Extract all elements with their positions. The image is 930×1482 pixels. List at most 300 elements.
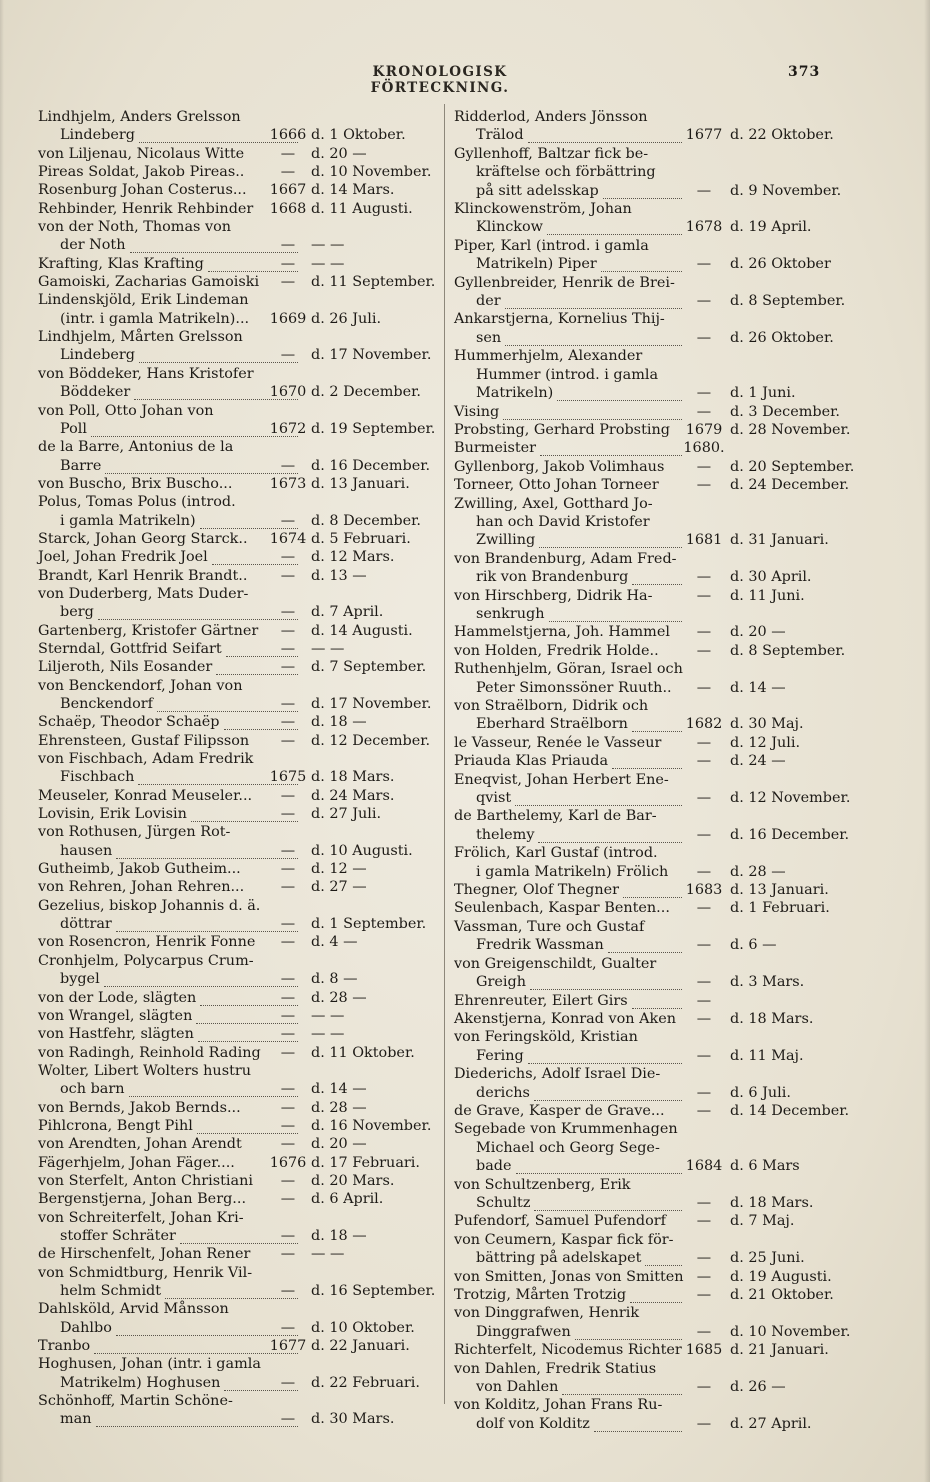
entry-year: —	[280, 1319, 296, 1336]
register-entry	[38, 402, 440, 420]
entry-year: —	[280, 1099, 296, 1116]
entry-date: d. 11 Juni.	[730, 587, 805, 604]
dot-leader	[134, 383, 298, 400]
entry-year: —	[696, 1268, 712, 1285]
register-entry	[454, 1212, 904, 1230]
entry-name: Matrikeln) Piper	[476, 256, 597, 273]
register-entry	[454, 863, 904, 881]
entry-year: —	[280, 659, 296, 676]
entry-name: Wolter, Libert Wolters hustru	[38, 1062, 252, 1079]
entry-date: d. 1 Februari.	[730, 900, 830, 917]
entry-year: —	[696, 863, 712, 880]
entry-year: 1685	[685, 1342, 723, 1359]
entry-name: Lindeberg	[60, 347, 135, 364]
entry-date: d. 19 Augusti.	[730, 1268, 832, 1285]
entry-date: d. 26 Oktober	[730, 256, 831, 273]
dot-leader	[216, 658, 298, 675]
register-entry	[454, 237, 904, 255]
entry-name: Dinggrafwen	[476, 1323, 571, 1340]
register-entry	[38, 493, 440, 511]
entry-name: Zwilling	[476, 532, 536, 549]
dot-leader	[157, 695, 298, 712]
entry-year: —	[280, 861, 296, 878]
register-entry	[454, 605, 904, 623]
entry-name: Brandt, Karl Henrik Brandt..	[38, 567, 248, 584]
register-entry	[454, 274, 904, 292]
entry-name: von Rothusen, Jürgen Rot-	[38, 824, 231, 841]
dot-leader	[612, 752, 682, 769]
entry-year: —	[696, 992, 712, 1009]
entry-name: Lovisin, Erik Lovisin	[38, 806, 187, 823]
entry-date: d. 11 Oktober.	[311, 1044, 415, 1061]
register-entry	[454, 918, 904, 936]
entry-name: kräftelse och förbättring	[476, 164, 656, 181]
entry-year: 1667	[269, 182, 307, 199]
entry-year: —	[280, 640, 296, 657]
entry-name: von Fischbach, Adam Fredrik	[38, 751, 254, 768]
register-entry	[454, 182, 904, 200]
register-entry	[38, 1007, 440, 1025]
entry-date: d. 5 Februari.	[311, 530, 411, 547]
dot-leader	[196, 1007, 298, 1024]
register-entry	[454, 163, 904, 181]
entry-date: d. 22 Oktober.	[730, 127, 834, 144]
dot-leader	[540, 439, 682, 456]
entry-name: Gyllenhoff, Baltzar fick be-	[454, 145, 649, 162]
entry-date: d. 14 December.	[730, 1102, 850, 1119]
register-entry	[38, 181, 440, 199]
dot-leader	[505, 329, 682, 346]
entry-year: —	[696, 385, 712, 402]
entry-year: —	[280, 457, 296, 474]
dot-leader	[603, 182, 682, 199]
entry-year: 1666	[269, 127, 307, 144]
register-entry	[454, 218, 904, 236]
entry-name: Fredrik Wassman	[476, 937, 604, 954]
register-entry	[38, 1080, 440, 1098]
register-entry	[454, 458, 904, 476]
entry-name: Tranbo	[38, 1338, 91, 1355]
register-entry	[454, 126, 904, 144]
entry-year: —	[280, 604, 296, 621]
entry-name: Ruthenhjelm, Göran, Israel och	[454, 661, 683, 678]
register-entry	[38, 805, 440, 823]
entry-date: d. 21 Oktober.	[730, 1287, 834, 1303]
entry-name: qvist	[476, 790, 512, 807]
register-entry	[454, 1102, 904, 1120]
register-entry	[454, 310, 904, 328]
entry-name: Cronhjelm, Polycarpus Crum-	[38, 952, 254, 969]
entry-year: 1672	[269, 420, 307, 437]
page-edge-shadow	[924, 0, 930, 1482]
register-entry	[454, 715, 904, 733]
entry-name: bättring på adelskapet	[476, 1250, 642, 1267]
entry-date: d. 18 Mars.	[730, 1010, 814, 1027]
entry-date: d. 11 September.	[311, 274, 436, 291]
entry-date: d. 10 November.	[730, 1323, 851, 1340]
register-entry	[454, 881, 904, 899]
register-entry	[454, 660, 904, 678]
entry-date: d. 13 Januari.	[311, 475, 410, 492]
entry-year: —	[696, 1047, 712, 1064]
entry-name: von Holden, Fredrik Holde..	[454, 642, 659, 659]
register-entry	[38, 585, 440, 603]
entry-name: helm Schmidt	[60, 1283, 162, 1299]
entry-date: d. 28 —	[311, 1099, 367, 1116]
entry-year: —	[280, 237, 296, 254]
entry-name: Akenstjerna, Konrad von Aken	[454, 1010, 676, 1027]
entry-year: —	[280, 696, 296, 712]
register-entry	[454, 1084, 904, 1102]
entry-name: Schönhoff, Martin Schöne-	[38, 1393, 233, 1410]
dot-leader	[538, 826, 682, 843]
entry-year: —	[280, 1246, 296, 1263]
entry-year: —	[280, 1026, 296, 1043]
entry-date: d. 28 —	[311, 989, 367, 1006]
entry-year: —	[696, 1213, 712, 1230]
register-entry	[38, 457, 440, 475]
entry-name: Polus, Tomas Polus (introd.	[38, 494, 236, 511]
entry-name: von Wrangel, slägten	[38, 1007, 193, 1024]
entry-year: 1670	[269, 384, 307, 401]
entry-year: —	[696, 753, 712, 770]
entry-date: d. 9 November.	[730, 182, 842, 199]
entry-name: man	[60, 1411, 92, 1428]
register-entry	[38, 126, 440, 144]
register-entry	[38, 1282, 440, 1300]
register-entry	[454, 973, 904, 991]
entry-date: d. 8 —	[311, 971, 358, 988]
dot-leader	[557, 384, 682, 401]
entry-date: d. 30 April.	[730, 569, 812, 586]
entry-year: —	[696, 293, 712, 310]
register-entry	[38, 255, 440, 273]
register-entry	[38, 933, 440, 951]
dot-leader	[645, 1249, 682, 1266]
entry-name: von Dinggrafwen, Henrik	[454, 1305, 640, 1322]
entry-year: —	[696, 734, 712, 751]
entry-name: Ridderlod, Anders Jönsson	[454, 109, 648, 125]
entry-date: d. 6 April.	[311, 1191, 384, 1208]
register-entry	[38, 677, 440, 695]
entry-name: de Grave, Kasper de Grave...	[454, 1102, 665, 1119]
entry-date: d. 16 December.	[730, 826, 850, 843]
entry-year: —	[696, 1323, 712, 1340]
entry-name: von Dahlen, Fredrik Statius	[454, 1360, 657, 1377]
entry-name: von Smitten, Jonas von Smitten	[454, 1268, 684, 1285]
dot-leader	[191, 805, 298, 822]
entry-name: Starck, Johan Georg Starck..	[38, 530, 248, 547]
entry-name: Gyllenbreider, Henrik de Brei-	[454, 274, 675, 291]
register-entry	[38, 860, 440, 878]
entry-date: d. 26 Oktober.	[730, 329, 834, 346]
entry-name: von Liljenau, Nicolaus Witte	[38, 145, 245, 162]
entry-name: von der Lode, slägten	[38, 989, 197, 1006]
register-entry	[38, 200, 440, 218]
entry-name: Pireas Soldat, Jakob Pireas..	[38, 164, 245, 181]
entry-name: Gartenberg, Kristofer Gärtner	[38, 622, 259, 639]
register-entry	[454, 771, 904, 789]
dot-leader	[547, 218, 682, 235]
entry-name: von Benckendorf, Johan von	[38, 677, 243, 694]
dot-leader	[200, 989, 298, 1006]
entry-date: d. 24 December.	[730, 477, 850, 494]
entry-name: i gamla Matrikeln)	[60, 512, 196, 529]
entry-year: —	[696, 937, 712, 954]
entry-name: Hummerhjelm, Alexander	[454, 348, 643, 365]
entry-year: —	[696, 679, 712, 696]
entry-year: —	[280, 1411, 296, 1428]
entry-date: d. 6 Juli.	[730, 1084, 791, 1101]
entry-date: — —	[311, 237, 345, 254]
dot-leader	[226, 640, 298, 657]
entry-date: d. 17 November.	[311, 696, 432, 712]
register-entry	[38, 768, 440, 786]
entry-date: d. 1 September.	[311, 916, 427, 933]
register-entry	[38, 823, 440, 841]
entry-year: 1676	[269, 1154, 307, 1171]
entry-year: —	[280, 971, 296, 988]
register-entry	[454, 1010, 904, 1028]
entry-year: 1669	[269, 310, 307, 327]
entry-date: d. 8 December.	[311, 512, 421, 529]
entry-name: Gyllenborg, Jakob Volimhaus	[454, 458, 665, 475]
dot-leader	[208, 255, 298, 272]
register-entry	[38, 1337, 440, 1355]
entry-date: — —	[311, 255, 345, 272]
register-entry	[454, 476, 904, 494]
register-entry	[454, 899, 904, 917]
entry-year: —	[280, 549, 296, 566]
entry-year: 1675	[269, 769, 307, 786]
register-entry	[38, 218, 440, 236]
entry-date: d. 18 Mars.	[311, 769, 395, 786]
entry-date: d. 10 Augusti.	[311, 842, 413, 859]
entry-year: —	[280, 1081, 296, 1098]
entry-name: von Straëlborn, Didrik och	[454, 698, 649, 714]
register-entry	[38, 1172, 440, 1190]
entry-date: d. 30 Maj.	[730, 716, 804, 733]
register-entry	[454, 366, 904, 384]
entry-name: le Vasseur, Renée le Vasseur	[454, 734, 662, 751]
entry-date: d. 17 Februari.	[311, 1154, 420, 1171]
dot-leader	[98, 603, 298, 620]
entry-name: döttrar	[60, 916, 112, 933]
entry-name: Poll	[60, 420, 87, 437]
register-entry	[38, 438, 440, 456]
entry-year: —	[696, 1084, 712, 1101]
register-entry	[454, 1304, 904, 1322]
entry-name: Pihlcrona, Bengt Pihl	[38, 1117, 193, 1134]
entry-date: d. 19 September.	[311, 420, 436, 437]
register-entry	[38, 108, 440, 126]
register-entry	[38, 1062, 440, 1080]
entry-name: von Ceumern, Kaspar fick för-	[454, 1231, 674, 1248]
entry-year: —	[696, 1194, 712, 1211]
entry-name: Michael och Georg Sege-	[476, 1139, 660, 1156]
entry-date: d. 19 April.	[730, 219, 812, 236]
column-divider	[444, 104, 445, 1404]
entry-name: derichs	[476, 1084, 530, 1101]
entry-name: von Radingh, Reinhold Rading	[38, 1044, 261, 1061]
register-entry	[454, 936, 904, 954]
dot-leader	[528, 1047, 682, 1064]
register-entry	[38, 145, 440, 163]
register-entry	[454, 495, 904, 513]
entry-year: —	[280, 1227, 296, 1244]
register-entry	[38, 420, 440, 438]
dot-leader	[96, 1410, 298, 1427]
entry-name: Gutheimb, Jakob Gutheim...	[38, 861, 241, 878]
dot-leader	[180, 1227, 298, 1244]
register-entry	[38, 622, 440, 640]
entry-name: Dahlbo	[60, 1319, 112, 1336]
register-entry	[454, 1194, 904, 1212]
entry-date: d. 21 Januari.	[730, 1342, 829, 1359]
register-entry	[454, 697, 904, 715]
entry-year: —	[280, 806, 296, 823]
entry-name: von Schreiterfelt, Johan Kri-	[38, 1209, 244, 1226]
entry-name: Bergenstjerna, Johan Berg...	[38, 1191, 247, 1208]
register-entry	[454, 439, 904, 457]
entry-date: d. 17 November.	[311, 347, 432, 364]
register-entry	[454, 1047, 904, 1065]
entry-date: d. 2 December.	[311, 384, 421, 401]
entry-year: —	[280, 255, 296, 272]
entry-name: Trälod	[476, 127, 524, 144]
register-entry	[38, 346, 440, 364]
entry-date: d. 16 November.	[311, 1117, 432, 1134]
running-title: KRONOLOGISK FÖRTECKNING.	[370, 64, 510, 96]
entry-year: —	[696, 256, 712, 273]
register-entry	[38, 952, 440, 970]
entry-date: d. 27 Juli.	[311, 806, 382, 823]
entry-name: dolf von Kolditz	[476, 1415, 590, 1432]
entry-name: Böddeker	[60, 384, 131, 401]
dot-leader	[594, 1415, 682, 1432]
entry-name: von Schultzenberg, Erik	[454, 1176, 631, 1193]
entry-date: d. 31 Januari.	[730, 532, 829, 549]
dot-leader	[116, 915, 298, 932]
register-entry	[38, 512, 440, 530]
register-entry	[38, 1300, 440, 1318]
entry-year: —	[696, 1250, 712, 1267]
dot-leader	[116, 842, 298, 859]
register-entry	[454, 550, 904, 568]
entry-date: d. 26 Juli.	[311, 310, 382, 327]
register-entry	[454, 1028, 904, 1046]
entry-name: von Greigenschildt, Gualter	[454, 955, 657, 972]
register-entry	[454, 513, 904, 531]
entry-year: 1668	[269, 200, 307, 217]
entry-name: Probsting, Gerhard Probsting	[454, 421, 670, 438]
entry-date: d. 12 December.	[311, 732, 431, 749]
register-entry	[454, 679, 904, 697]
register-entry	[38, 750, 440, 768]
entry-name: Ankarstjerna, Kornelius Thij-	[454, 311, 665, 328]
entry-year: —	[696, 1102, 712, 1119]
entry-name: von Dahlen	[476, 1379, 559, 1396]
register-entry	[38, 1245, 440, 1263]
entry-name: berg	[60, 604, 94, 621]
entry-date: d. 28 —	[730, 863, 786, 880]
entry-date: d. 30 Mars.	[311, 1411, 395, 1428]
entry-name: på sitt adelsskap	[476, 182, 599, 199]
entry-name: Lindhjelm, Mårten Grelsson	[38, 329, 243, 346]
entry-year: —	[696, 1379, 712, 1396]
dot-leader	[534, 1194, 682, 1211]
entry-year: 1681	[685, 532, 723, 549]
dot-leader	[139, 346, 298, 363]
entry-name: Matrikelm) Hoghusen	[60, 1374, 221, 1391]
register-entry	[38, 1264, 440, 1282]
register-entry	[38, 1154, 440, 1172]
dot-leader	[198, 1025, 298, 1042]
entry-year: —	[280, 732, 296, 749]
entry-name: Lindenskjöld, Erik Lindeman	[38, 292, 249, 309]
entry-date: d. 13 —	[311, 567, 367, 584]
entry-date: d. 1 Juni.	[730, 385, 796, 402]
register-entry	[38, 1410, 440, 1428]
entry-date: — —	[311, 1007, 345, 1024]
dot-leader	[116, 1319, 298, 1336]
entry-year: 1679	[685, 421, 723, 438]
dot-leader	[139, 126, 298, 143]
register-entry	[38, 365, 440, 383]
register-entry	[454, 384, 904, 402]
entry-year: —	[280, 164, 296, 181]
entry-name: Klinckow	[476, 219, 543, 236]
entry-name: Priauda Klas Priauda	[454, 753, 609, 770]
register-entry	[454, 255, 904, 273]
dot-leader	[528, 126, 682, 143]
entry-year: 1678	[685, 219, 723, 236]
entry-year: —	[696, 642, 712, 659]
register-entry	[38, 989, 440, 1007]
entry-date: d. 12 Mars.	[311, 549, 395, 566]
entry-year: 1683	[685, 882, 723, 899]
entry-year: —	[696, 477, 712, 494]
entry-year: —	[280, 1172, 296, 1189]
entry-name: von der Noth, Thomas von	[38, 219, 232, 236]
entry-year: —	[280, 879, 296, 896]
register-entry	[38, 567, 440, 585]
entry-date: d. 10 November.	[311, 164, 432, 181]
entry-date: d. 16 December.	[311, 457, 431, 474]
entry-date: d. 6 Mars	[730, 1158, 800, 1175]
register-entry	[454, 1378, 904, 1396]
register-entry	[454, 1176, 904, 1194]
register-entry	[454, 1286, 904, 1304]
register-entry	[38, 640, 440, 658]
entry-name: Meuseler, Konrad Meuseler...	[38, 787, 253, 804]
entry-name: Hoghusen, Johan (intr. i gamla	[38, 1356, 261, 1373]
entry-date: d. 12 November.	[730, 790, 851, 807]
dot-leader	[632, 568, 682, 585]
entry-year: —	[280, 842, 296, 859]
entry-name: Schaëp, Theodor Schaëp	[38, 714, 220, 731]
left-column	[38, 108, 440, 1429]
entry-name: Frölich, Karl Gustaf (introd.	[454, 845, 658, 862]
entry-year: —	[280, 567, 296, 584]
entry-year: —	[280, 989, 296, 1006]
entry-date: d. 12 Juli.	[730, 734, 801, 751]
register-entry	[454, 992, 904, 1010]
register-entry	[454, 955, 904, 973]
register-entry	[454, 1268, 904, 1286]
entry-name: de Hirschenfelt, Johan Rener	[38, 1246, 251, 1263]
entry-date: d. 7 April.	[311, 604, 384, 621]
